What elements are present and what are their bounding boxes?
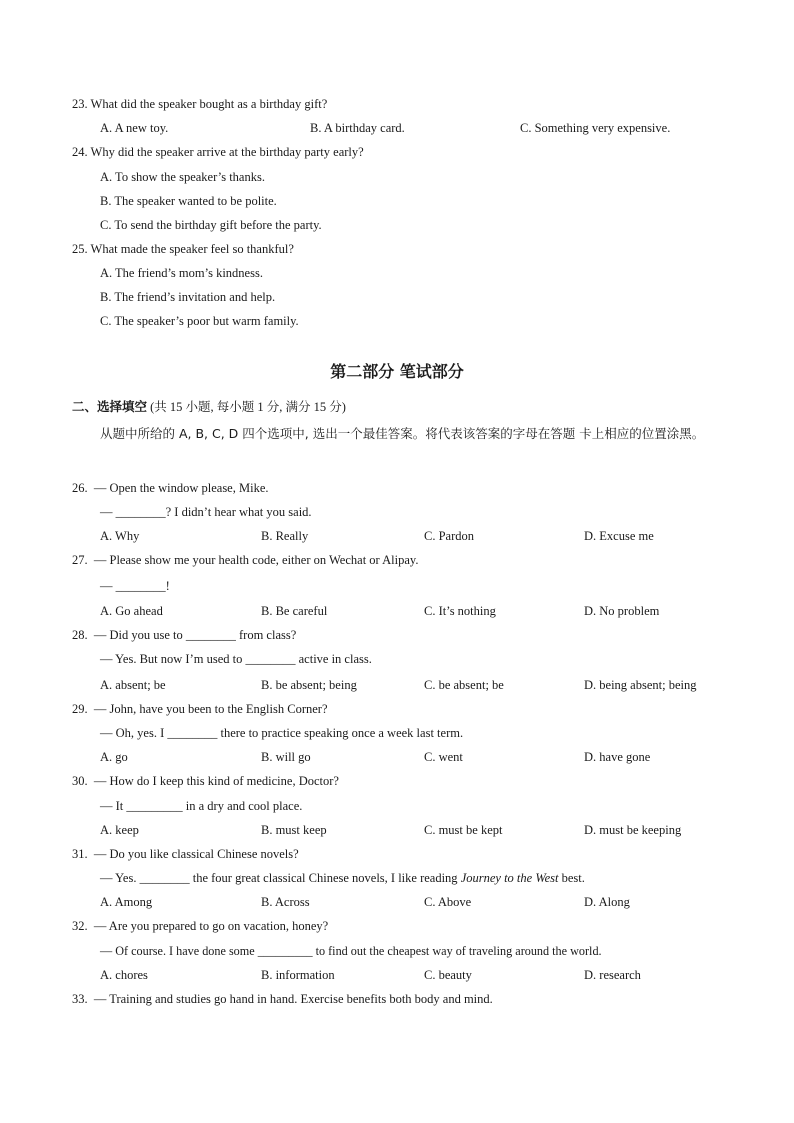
- question-31-option-b: B. Across: [261, 895, 310, 909]
- question-28-line1: 28. — Did you use to ________ from class?: [72, 628, 297, 642]
- question-25-stem: 25. What made the speaker feel so thankful?: [72, 242, 294, 256]
- question-29-line1: 29. — John, have you been to the English Corner?: [72, 702, 328, 716]
- section-label: 二、选择填空: [72, 399, 148, 414]
- question-27-option-d: D. No problem: [584, 604, 660, 618]
- question-31-line2: — Yes. ________ the four great classical Chinese novels, I like reading Journey to the West best.: [100, 871, 585, 885]
- question-32-line1: 32. — Are you prepared to go on vacation, honey?: [72, 919, 329, 933]
- question-28-option-b: B. be absent; being: [261, 678, 357, 692]
- question-24-stem: 24. Why did the speaker arrive at the birthday party early?: [72, 145, 364, 159]
- question-28-option-d: D. being absent; being: [584, 678, 697, 692]
- question-31-option-a: A. Among: [100, 895, 153, 909]
- question-27-option-a: A. Go ahead: [100, 604, 163, 618]
- question-23-option-b: B. A birthday card.: [310, 121, 405, 135]
- question-25-option-c: C. The speaker’s poor but warm family.: [100, 314, 299, 328]
- question-27-line1: 27. — Please show me your health code, either on Wechat or Alipay.: [72, 553, 419, 567]
- question-33-line1: 33. — Training and studies go hand in hand. Exercise benefits both body and mind.: [72, 992, 493, 1006]
- question-30-option-d: D. must be keeping: [584, 823, 682, 837]
- question-32-option-a: A. chores: [100, 968, 148, 982]
- question-26-option-a: A. Why: [100, 529, 140, 543]
- question-26-line2: — ________? I didn’t hear what you said.: [100, 505, 312, 519]
- question-32-option-d: D. research: [584, 968, 641, 982]
- question-23-stem: 23. What did the speaker bought as a birthday gift?: [72, 97, 328, 111]
- question-31-option-c: C. Above: [424, 895, 472, 909]
- question-23-option-a: A. A new toy.: [100, 121, 169, 135]
- section-header: [72, 399, 346, 415]
- question-28-option-c: C. be absent; be: [424, 678, 504, 692]
- question-32-line2: — Of course. I have done some _________ to find out the cheapest way of traveling around the world.: [100, 944, 602, 958]
- question-29-option-a: A. go: [100, 750, 128, 764]
- question-32-option-b: B. information: [261, 968, 335, 982]
- section-note: (共 15 小题, 每小题 1 分, 满分 15 分): [150, 400, 346, 414]
- section-instructions: 从题中所给的 A, B, C, D 四个选项中, 选出一个最佳答案。将代表该答案的字母在答题 卡上相应的位置涂黑。: [100, 426, 705, 441]
- question-31-option-d: D. Along: [584, 895, 630, 909]
- question-25-option-a: A. The friend’s mom’s kindness.: [100, 266, 263, 280]
- question-26-option-c: C. Pardon: [424, 529, 474, 543]
- part-title: 第二部分 笔试部分: [330, 362, 464, 381]
- question-25-option-b: B. The friend’s invitation and help.: [100, 290, 276, 304]
- question-26-option-d: D. Excuse me: [584, 529, 654, 543]
- question-30-option-c: C. must be kept: [424, 823, 503, 837]
- question-29-line2: — Oh, yes. I ________ there to practice speaking once a week last term.: [100, 726, 464, 740]
- question-27-option-c: C. It’s nothing: [424, 604, 496, 618]
- question-28-option-a: A. absent; be: [100, 678, 166, 692]
- question-30-line1: 30. — How do I keep this kind of medicine, Doctor?: [72, 774, 339, 788]
- question-26-line1: 26. — Open the window please, Mike.: [72, 481, 269, 495]
- question-26-option-b: B. Really: [261, 529, 309, 543]
- question-27-line2: — ________!: [100, 579, 170, 593]
- question-24-option-a: A. To show the speaker’s thanks.: [100, 170, 265, 184]
- question-32-option-c: C. beauty: [424, 968, 472, 982]
- question-28-line2: — Yes. But now I’m used to ________ active in class.: [100, 652, 372, 666]
- question-30-option-b: B. must keep: [261, 823, 327, 837]
- question-30-option-a: A. keep: [100, 823, 139, 837]
- question-27-option-b: B. Be careful: [261, 604, 328, 618]
- book-title: Journey to the West: [460, 871, 559, 885]
- question-24-option-c: C. To send the birthday gift before the party.: [100, 218, 322, 232]
- question-29-option-c: C. went: [424, 750, 463, 764]
- question-23-option-c: C. Something very expensive.: [520, 121, 671, 135]
- question-29-option-b: B. will go: [261, 750, 311, 764]
- question-24-option-b: B. The speaker wanted to be polite.: [100, 194, 277, 208]
- question-30-line2: — It _________ in a dry and cool place.: [100, 799, 303, 813]
- question-31-line1: 31. — Do you like classical Chinese novels?: [72, 847, 299, 861]
- question-29-option-d: D. have gone: [584, 750, 651, 764]
